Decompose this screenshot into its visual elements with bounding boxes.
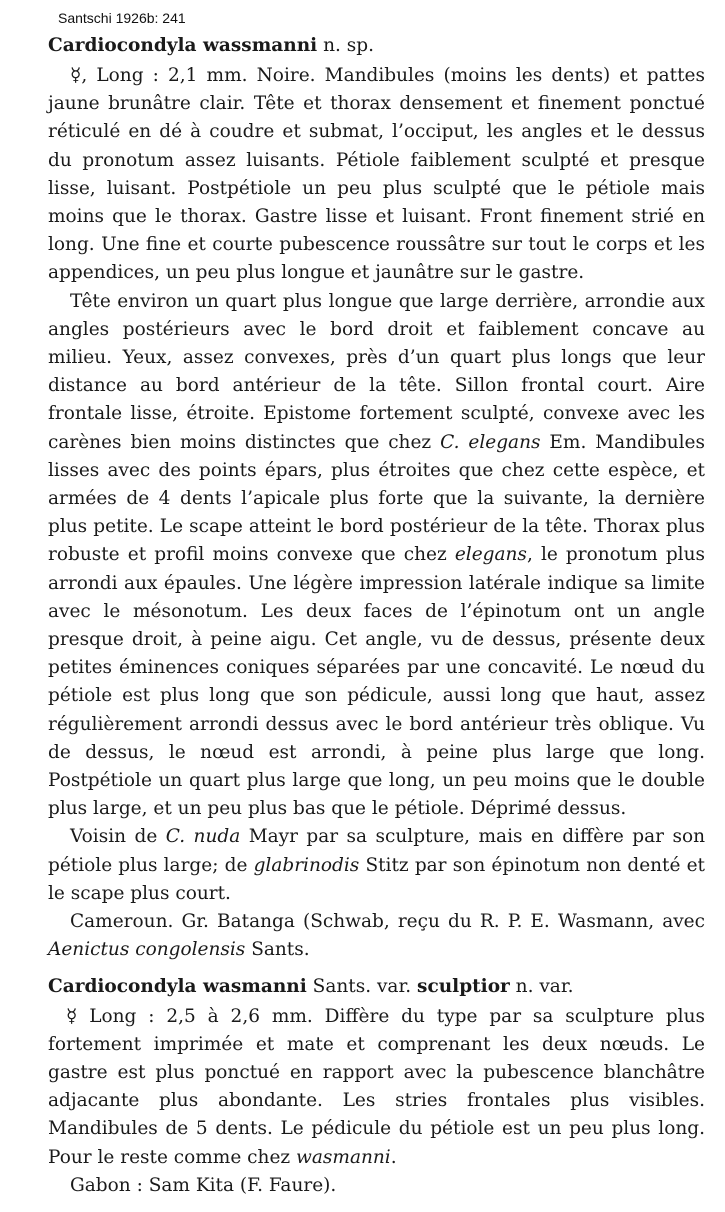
locality-paragraph (48, 908, 705, 964)
text-run: Cameroun. Gr. Batanga (Schwab, reçu du R. P. E. Wasmann, avec (70, 911, 705, 933)
text-run: . (390, 1146, 397, 1168)
variety-heading (48, 973, 705, 1001)
species-name: Cardiocondyla wassmanni (48, 35, 318, 56)
variety-name: sculptior (417, 975, 510, 997)
taxon-name: C. elegans (440, 431, 541, 453)
description-paragraph: ☿, Long : 2,1 mm. Noire. Mandibules (moins les dents) et pattes jaune brunâtre clair. Tête et thorax densement et finement ponctué réticulé en dé à coudre et submat, l’occiput, les angles et le dessus du pronotum assez luisants. Pétiole faiblement sculpté et presque lisse, luisant. Postpétiole un peu plus sculpté que le pétiole mais moins que le thorax. Gastre lisse et luisant. Front finement strié en long. Une fine et courte pubescence roussâtre sur tout le corps et les appendices, un peu plus longue et jaunâtre sur le gastre. (48, 65, 705, 284)
text-run: Voisin de (70, 826, 166, 848)
taxon-name: C. nuda (165, 826, 241, 848)
variety-locality-paragraph: Gabon : Sam Kita (F. Faure). (70, 1174, 337, 1196)
species-status: n. sp. (323, 35, 374, 56)
text-run: Stitz par son épinotum non denté et le scape plus court. (48, 854, 705, 904)
text-run: Tête environ un quart plus longue que large derrière, arrondie aux angles postérieurs avec le bord droit et faiblement concave au milieu. Yeux, assez convexes, près d’un quart plus longs que leur distance au bord antérieur de la tête. Sillon frontal court. Aire frontale lisse, étroite. Epistome fortement sculpté, convexe avec les carènes bien moins distinctes que chez (48, 290, 705, 453)
text-run: , le pronotum plus arrondi aux épaules. Une légère impression latérale indique sa limite avec le mésonotum. Les deux faces de l’épinotum ont un angle presque droit, à peine aigu. Cet angle, vu de dessus, présente deux petites éminences coniques séparées par une concavité. Le nœud du pétiole est plus long que son pédicule, aussi long que haut, assez régulièrement arrondi dessus avec le bord antérieur très oblique. Vu de dessus, le nœud est arrondi, à peine plus large que long. Postpétiole un quart plus large que long, un peu moins que le double plus large, et un peu plus bas que le pétiole. Déprimé dessus. (48, 544, 705, 820)
taxon-name: wasmanni (296, 1146, 391, 1168)
taxon-name: Aenictus congolensis (48, 939, 246, 961)
text-run: Sants. (245, 939, 310, 961)
morphology-paragraph (48, 288, 705, 824)
text-run: ☿ Long : 2,5 à 2,6 mm. Diffère du type par sa sculpture plus fortement imprimée et mate et comprenant les deux nœuds. Le gastre est plus ponctué en rapport avec la pubescence blanchâtre adjacante plus abondante. Les stries frontales plus visibles. Mandibules de 5 dents. Le pédicule du pétiole est un peu plus long. Pour le reste comme chez (48, 1005, 705, 1168)
variety-species-name: Cardiocondyla wasmanni (48, 975, 307, 997)
text-run: Mayr par sa sculpture, mais en diffère par son pétiole plus large; de (48, 826, 705, 876)
text-run: Em. Mandibules lisses avec des points épars, plus étroites que chez cette espèce, et armées de 4 dents l’apicale plus forte que la suivante, la dernière plus petite. Le scape atteint le bord postérieur de la tête. Thorax plus robuste et profil moins convexe que chez (48, 431, 706, 566)
taxon-name: glabrinodis (253, 854, 360, 876)
variety-description-paragraph (48, 1003, 705, 1172)
citation: Santschi 1926b: 241 (58, 10, 186, 26)
variety-author: Sants. var. (306, 975, 418, 997)
taxon-name: elegans (454, 544, 527, 566)
species-heading (48, 32, 705, 60)
comparison-paragraph (48, 823, 705, 908)
variety-status: n. var. (509, 975, 574, 997)
